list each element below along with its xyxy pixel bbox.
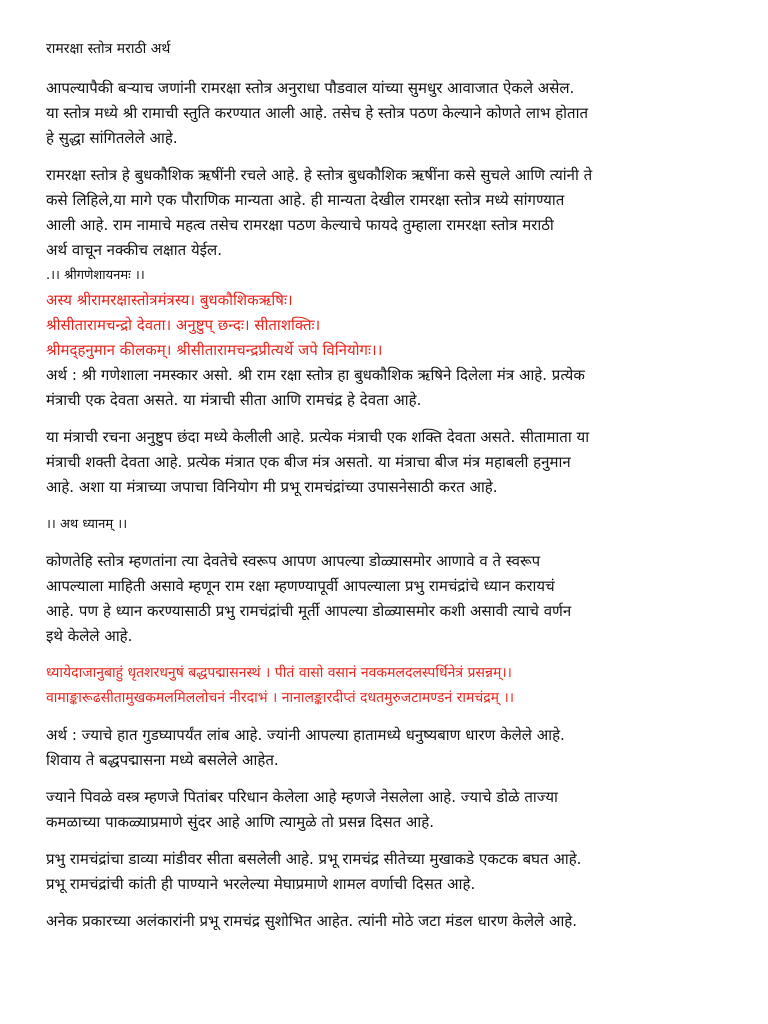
origin-paragraph — [46, 163, 722, 288]
meaning-line: ज्याने पिवळे वस्त्र म्हणजे पितांबर परिधान केलेला आहे म्हणजे नेसलेला आहे. ज्याचे डोळे ताज्या — [46, 788, 558, 806]
viniyoga-meaning-paragraph — [46, 363, 722, 413]
meaning-paragraph-2 — [46, 785, 722, 835]
viniyoga-line: श्रीमद्हनुमान कीलकम्। श्रीसीतारामचन्द्रप्रीत्यर्थे जपे विनियोगः।। — [46, 341, 383, 359]
viniyoga-meaning-line: अर्थ : श्री गणेशाला नमस्कार असो. श्री राम रक्षा स्तोत्र हा बुधकौशिक ऋषिने दिलेला मंत्र आहे. प्रत्येक — [46, 366, 585, 384]
meaning-line: प्रभु रामचंद्रांचा डाव्या मांडीवर सीता बसलेली आहे. प्रभू रामचंद्र सीतेच्या मुखाकडे एकटक बघत आहे. — [46, 850, 582, 868]
meaning-paragraph-1 — [46, 723, 722, 773]
origin-line: कसे लिहिले,या मागे एक पौराणिक मान्यता आहे. ही मान्यता देखील रामरक्षा स्तोत्र मध्ये सांगण्यात — [46, 191, 565, 209]
viniyoga-line: श्रीसीतारामचन्द्रो देवता। अनुष्टुप् छन्दः। सीताशक्तिः। — [46, 316, 321, 334]
invocation-line: .।। श्रीगणेशायनमः ।। — [46, 268, 145, 283]
viniyoga-shloka — [46, 288, 722, 363]
mantra-structure-line: मंत्राची शक्ती देवता आहे. प्रत्येक मंत्रात एक बीज मंत्र असतो. या मंत्राचा बीज मंत्र महाबली हनुमान — [46, 453, 571, 471]
viniyoga-meaning-line: मंत्राची एक देवता असते. या मंत्राची सीता आणि रामचंद्र हे देवता आहे. — [46, 391, 422, 409]
origin-line: आली आहे. राम नामाचे महत्व तसेच रामरक्षा पठण केल्याचे फायदे तुम्हाला रामरक्षा स्तोत्र मराठी — [46, 216, 554, 234]
dhyan-intro-paragraph — [46, 549, 722, 649]
dhyan-intro-line: कोणतेहि स्तोत्र म्हणतांना त्या देवतेचे स्वरूप आपण आपल्या डोळ्यासमोर आणावे व ते स्वरूप — [46, 552, 541, 570]
dhyan-shloka-line: ध्यायेदाजानुबाहुं धृतशरधनुषं बद्धपद्मासनस्थं । पीतं वासो वसानं नवकमलदलस्पर्धिनेत्रं प्रसन्नम्।। — [46, 665, 512, 681]
intro-paragraph — [46, 76, 722, 151]
dhyan-shloka-line: वामाङ्कारूढसीतामुखकमलमिललोचनं नीरदाभं । नानालङ्कारदीप्तं दधतमुरुजटामण्डनं रामचंद्रम् ।। — [46, 690, 515, 706]
origin-line: अर्थ वाचून नक्कीच लक्षात येईल. — [46, 241, 222, 259]
page-title: रामरक्षा स्तोत्र मराठी अर्थ — [46, 41, 171, 57]
document-page — [46, 38, 722, 946]
meaning-line: अर्थ : ज्याचे हात गुडघ्यापर्यंत लांब आहे. ज्यांनी आपल्या हातामध्ये धनुष्यबाण धारण केलेले आहे. — [46, 726, 565, 744]
dhyan-intro-line: इथे केलेले आहे. — [46, 627, 133, 645]
meaning-paragraph-4 — [46, 909, 722, 934]
viniyoga-line: अस्य श्रीरामरक्षास्तोत्रमंत्रस्य। बुधकौशिकऋषिः। — [46, 291, 293, 309]
meaning-line: शिवाय ते बद्धपद्मासना मध्ये बसलेले आहेत. — [46, 751, 279, 769]
dhyan-intro-line: आहे. पण हे ध्यान करण्यासाठी प्रभु रामचंद्रांची मूर्ती आपल्या डोळ्यासमोर कशी असावी त्याचे वर्णन — [46, 602, 572, 620]
intro-line: आपल्यापैकी बऱ्याच जणांनी रामरक्षा स्तोत्र अनुराधा पौडवाल यांच्या सुमधुर आवाजात ऐकले असेल. — [46, 79, 575, 97]
mantra-structure-line: या मंत्राची रचना अनुष्टुप छंदा मध्ये केलीली आहे. प्रत्येक मंत्राची एक शक्ति देवता असते. सीतामाता या — [46, 428, 590, 446]
mantra-structure-paragraph — [46, 425, 722, 500]
intro-line: या स्तोत्र मध्ये श्री रामाची स्तुति करण्यात आली आहे. तसेच हे स्तोत्र पठण केल्याने कोणते लाभ होतात — [46, 104, 589, 122]
origin-line: रामरक्षा स्तोत्र हे बुधकौशिक ऋषींनी रचले आहे. हे स्तोत्र बुधकौशिक ऋषींना कसे सुचले आणि त्यांनी ते — [46, 166, 593, 184]
meaning-line: कमळाच्या पाकळ्याप्रमाणे सुंदर आहे आणि त्यामुळे तो प्रसन्न दिसत आहे. — [46, 813, 434, 831]
dhyan-intro-line: आपल्याला माहिती असावे म्हणून राम रक्षा म्हणण्यापूर्वी आपल्याला प्रभु रामचंद्रांचे ध्यान करायचं — [46, 577, 555, 595]
meaning-line: अनेक प्रकारच्या अलंकारांनी प्रभू रामचंद्र सुशोभित आहेत. त्यांनी मोठे जटा मंडल धारण केलेले आहे. — [46, 912, 578, 930]
intro-line: हे सुद्धा सांगितलेले आहे. — [46, 129, 178, 147]
mantra-structure-line: आहे. अशा या मंत्राच्या जपाचा विनियोग मी प्रभू रामचंद्रांच्या उपासनेसाठी करत आहे. — [46, 478, 498, 496]
dhyan-heading: ।। अथ ध्यानम् ।। — [46, 517, 128, 532]
meaning-paragraph-3 — [46, 847, 722, 897]
meaning-line: प्रभू रामचंद्रांची कांती ही पाण्याने भरलेल्या मेघाप्रमाणे शामल वर्णाची दिसत आहे. — [46, 875, 476, 893]
dhyan-shloka — [46, 661, 722, 711]
